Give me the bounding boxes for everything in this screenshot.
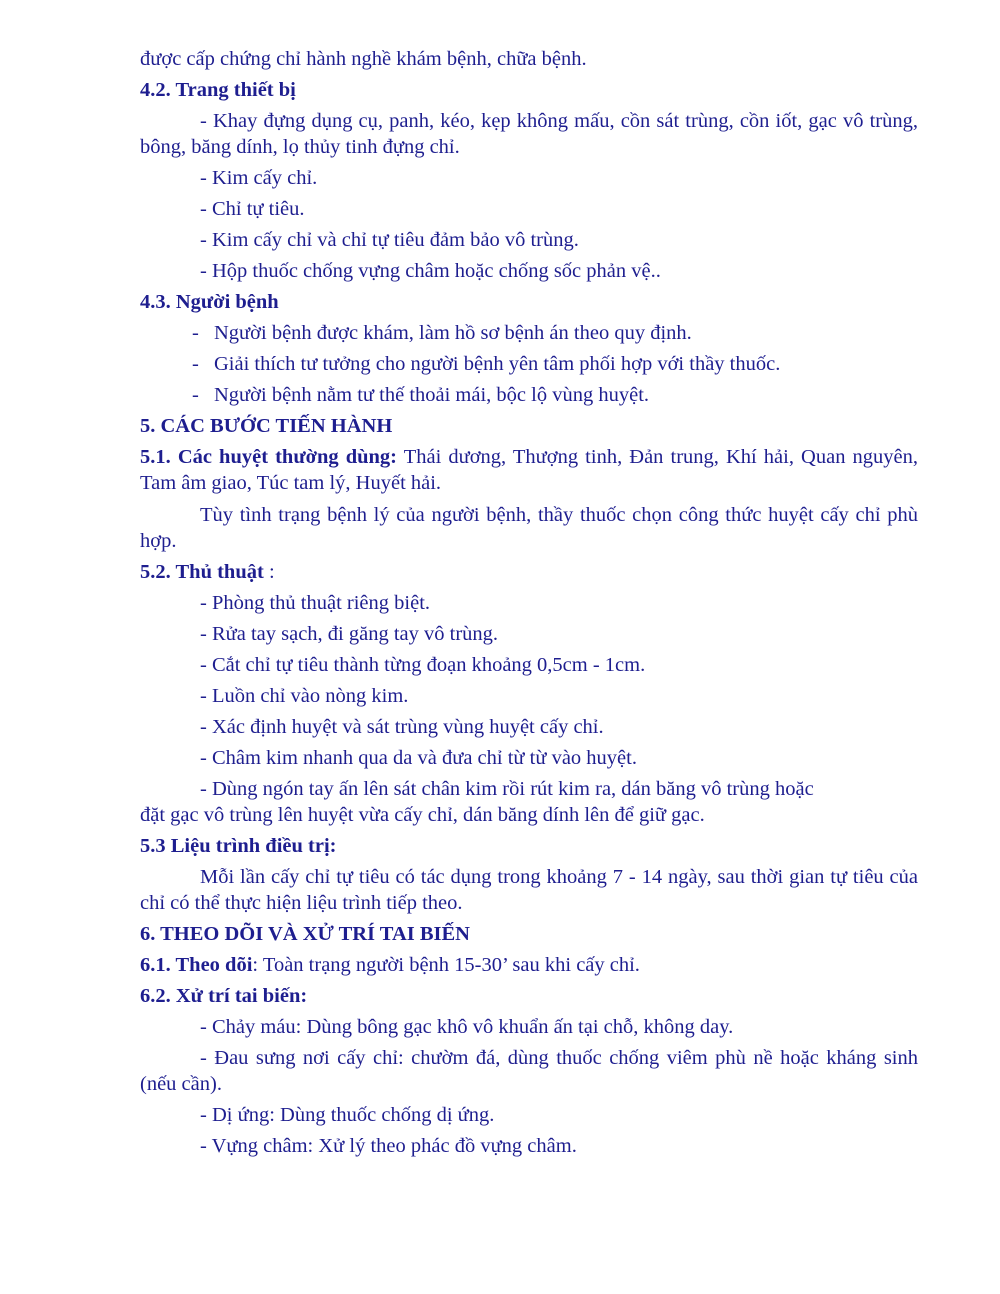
patient-item-1-text: Người bệnh được khám, làm hồ sơ bệnh án theo quy định.: [214, 322, 692, 344]
heading-5: 5. CÁC BƯỚC TIẾN HÀNH: [140, 415, 393, 437]
dash-marker: -: [192, 384, 199, 406]
patient-item-2: [140, 351, 918, 377]
acupoint-selection-note: Tùy tình trạng bệnh lý của người bệnh, thầy thuốc chọn công thức huyệt cấy chỉ phù hợp.: [140, 504, 918, 552]
heading-6-2: 6.2. Xử trí tai biến:: [140, 985, 308, 1007]
patient-item-1: [140, 320, 918, 346]
equipment-item-4: - Kim cấy chỉ và chỉ tự tiêu đảm bảo vô trùng.: [200, 229, 579, 251]
procedure-step-1: - Phòng thủ thuật riêng biệt.: [200, 592, 431, 614]
equipment-item-1: - Khay đựng dụng cụ, panh, kéo, kẹp không mấu, cồn sát trùng, cồn iốt, gạc vô trùng, bông, băng dính, lọ thủy tinh đựng chỉ.: [140, 110, 918, 158]
procedure-step-4: - Luồn chỉ vào nòng kim.: [200, 685, 409, 707]
patient-item-3-text: Người bệnh nằm tư thế thoải mái, bộc lộ vùng huyệt.: [214, 384, 650, 406]
heading-5-1: 5.1. Các huyệt thường dùng:: [140, 446, 397, 468]
complication-item-1: - Chảy máu: Dùng bông gạc khô vô khuẩn ấn tại chỗ, không day.: [200, 1016, 734, 1038]
heading-5-3: 5.3 Liệu trình điều trị:: [140, 835, 337, 857]
equipment-item-3: - Chỉ tự tiêu.: [200, 198, 305, 220]
acupoints-list: Thái dương, Thượng tinh, Đản trung, Khí hải, Quan nguyên, Tam âm giao, Túc tam lý, Huyết hải.: [140, 446, 918, 494]
complication-item-2: - Đau sưng nơi cấy chỉ: chườm đá, dùng thuốc chống viêm phù nề hoặc kháng sinh (nếu cần).: [140, 1047, 918, 1095]
equipment-item-5: - Hộp thuốc chống vựng châm hoặc chống sốc phản vệ..: [200, 260, 661, 282]
procedure-step-7-line-1: - Dùng ngón tay ấn lên sát chân kim rồi rút kim ra, dán băng vô trùng hoặc: [200, 778, 814, 800]
procedure-step-7-line-2: đặt gạc vô trùng lên huyệt vừa cấy chỉ, dán băng dính lên để giữ gạc.: [140, 804, 705, 826]
procedure-step-6: - Châm kim nhanh qua da và đưa chỉ từ từ vào huyệt.: [200, 747, 637, 769]
section-5-2-heading-line: [140, 559, 918, 585]
patient-item-2-text: Giải thích tư tưởng cho người bệnh yên tâm phối hợp với thầy thuốc.: [214, 353, 781, 375]
heading-4-3: 4.3. Người bệnh: [140, 291, 279, 313]
document-page: [140, 46, 918, 1159]
heading-6: 6. THEO DÕI VÀ XỬ TRÍ TAI BIẾN: [140, 923, 470, 945]
complication-item-3: - Dị ứng: Dùng thuốc chống dị ứng.: [200, 1104, 495, 1126]
treatment-course-text: Mỗi lần cấy chỉ tự tiêu có tác dụng trong khoảng 7 - 14 ngày, sau thời gian tự tiêu của chỉ có thể thực hiện liệu trình tiếp theo.: [140, 866, 918, 914]
section-5-1: [140, 444, 918, 496]
heading-6-1: 6.1. Theo dõi: [140, 954, 253, 976]
procedure-step-5: - Xác định huyệt và sát trùng vùng huyệt cấy chỉ.: [200, 716, 604, 738]
patient-item-3: [140, 382, 918, 408]
heading-5-2: 5.2. Thủ thuật: [140, 561, 264, 583]
section-6-1: [140, 952, 918, 978]
procedure-step-2: - Rửa tay sạch, đi găng tay vô trùng.: [200, 623, 499, 645]
dash-marker: -: [192, 322, 199, 344]
heading-4-2: 4.2. Trang thiết bị: [140, 79, 296, 101]
continuation-line: được cấp chứng chỉ hành nghề khám bệnh, chữa bệnh.: [140, 48, 587, 70]
dash-marker: -: [192, 353, 199, 375]
procedure-step-3: - Cắt chỉ tự tiêu thành từng đoạn khoảng 0,5cm - 1cm.: [200, 654, 646, 676]
monitoring-text: : Toàn trạng người bệnh 15-30’ sau khi cấy chỉ.: [252, 954, 640, 976]
complication-item-4: - Vựng châm: Xử lý theo phác đồ vựng châm.: [200, 1135, 577, 1157]
equipment-item-2: - Kim cấy chỉ.: [200, 167, 318, 189]
heading-5-2-colon: :: [263, 561, 275, 583]
